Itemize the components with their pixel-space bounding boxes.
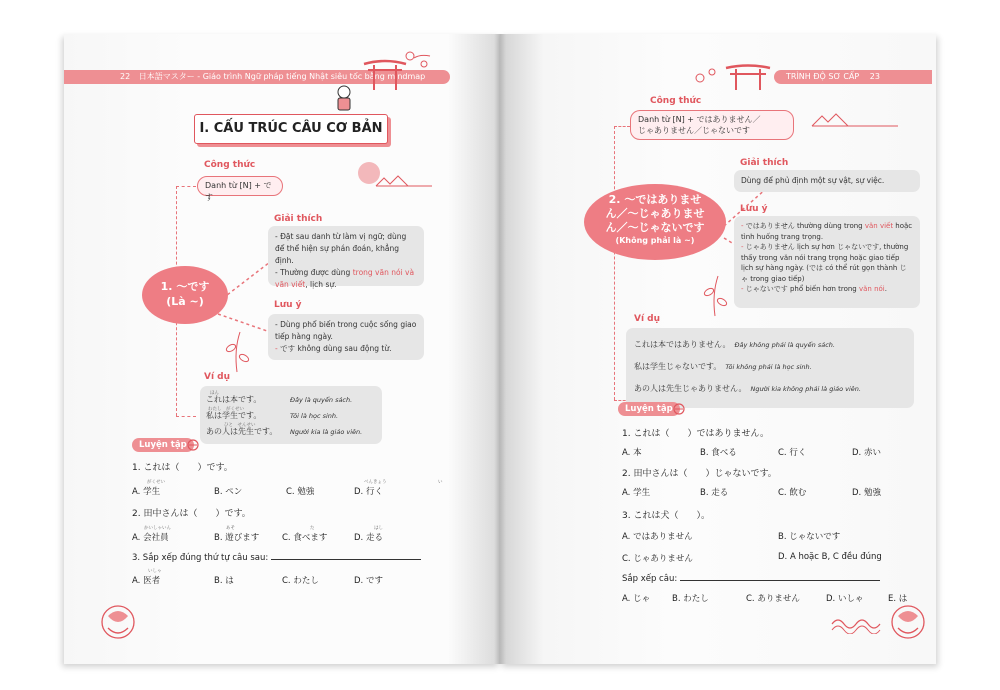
mindmap-connector — [176, 186, 196, 187]
mindmap-connector — [614, 126, 615, 400]
example-row — [634, 356, 906, 378]
q1-option-d[interactable]: D. 行く — [354, 487, 383, 497]
explanation-label: Giải thích — [740, 158, 789, 168]
torii-gate-icon — [722, 62, 774, 92]
note-item-1: Dùng phổ biến trong cuộc sống giao tiếp hàng ngày. — [275, 320, 417, 341]
practice-label: Luyện tập — [132, 438, 194, 452]
q4-prefix: Sắp xếp câu: — [622, 574, 680, 584]
mascot-icon — [332, 84, 356, 114]
q3-option-b[interactable]: B. じゃないです — [778, 532, 841, 542]
q1-option-d[interactable]: D. 赤い — [852, 448, 881, 458]
q4-option-b[interactable]: B. わたし — [672, 594, 709, 604]
practice-question-2: 2. 田中さんは（ ）じゃないです。 — [622, 469, 777, 479]
q3-option-a[interactable]: A. ではありません — [622, 532, 693, 542]
bubble-line-1: 1. ～です — [160, 280, 210, 293]
q4-option-c[interactable]: C. ありません — [746, 594, 800, 604]
explanation-box: Dùng để phủ định một sự vật, sự việc. — [734, 170, 920, 192]
example-jp: これは本です。 — [206, 395, 262, 404]
q2-option-d[interactable]: D. 勉強 — [852, 488, 881, 498]
formula-line-2: じゃありません／じゃないです — [638, 126, 750, 135]
explanation-item-2-post: , lịch sự. — [305, 280, 337, 289]
q1-option-a[interactable]: A. 学生 — [132, 487, 161, 497]
note-item: - です không dùng sau động từ. — [275, 344, 392, 353]
furigana: わたし がくせい — [208, 407, 244, 412]
examples-box — [626, 328, 914, 408]
furigana-2: あそ — [226, 526, 235, 531]
formula-box: Danh từ [N] + です — [197, 176, 283, 196]
explanation-item-1: Đặt sau danh từ làm vị ngữ; dùng để thể hiện sự phán đoán, khẳng định. — [275, 232, 407, 265]
section-title: I. CẤU TRÚC CÂU CƠ BẢN — [199, 121, 383, 136]
grammar-bubble-dewaarimasen — [584, 184, 726, 260]
examples-label: Ví dụ — [634, 314, 661, 324]
q1-option-b[interactable]: B. ペン — [214, 487, 243, 497]
note-item-1-pre: ではありません thường dùng trong — [745, 222, 865, 230]
q1-option-c[interactable]: C. 勉強 — [286, 487, 315, 497]
koi-fish-icon — [98, 602, 138, 642]
explanation-box — [268, 226, 424, 289]
example-vi: Đây không phải là quyển sách. — [734, 341, 835, 349]
q2-option-c[interactable]: C. 飲む — [778, 488, 807, 498]
example-row — [634, 378, 906, 400]
furigana: いしゃ — [148, 569, 162, 574]
note-item: - じゃありません lịch sự hơn じゃないです, thường thấy trong văn nói trang trọng hoặc giao tiếp lịch sự hàng ngày. (では có thể rút gọn thành じゃ trong giao tiếp) — [741, 243, 909, 283]
left-running-title: 日本語マスター - Giáo trình Ngữ pháp tiếng Nhật siêu tốc bằng mindmap — [138, 72, 426, 81]
q3-option-b[interactable]: B. は — [214, 576, 234, 586]
note-label: Lưu ý — [740, 204, 768, 214]
formula-box — [630, 110, 794, 140]
example-vi: Tôi không phải là học sinh. — [725, 363, 812, 371]
wave-decoration — [830, 614, 890, 634]
bubble-line-3: ん／～じゃないです — [605, 221, 705, 234]
furigana: ひと せんせい — [224, 423, 256, 428]
explanation-item-2-pre: Thường được dùng — [280, 268, 353, 277]
q2-option-b[interactable]: B. 遊びます — [214, 533, 260, 543]
answer-line[interactable] — [680, 580, 880, 581]
explanation-item: - Thường được dùng trong văn nói và văn viết, lịch sự. — [275, 268, 415, 289]
note-box — [734, 216, 920, 308]
practice-question-3: 3. これは犬（ ）。 — [622, 511, 710, 521]
q3-option-d[interactable]: D. です — [354, 576, 383, 586]
explanation-item: - Đặt sau danh từ làm vị ngữ; dùng để thể hiện sự phán đoán, khẳng định. — [275, 232, 407, 265]
answer-line[interactable] — [271, 559, 421, 560]
furigana: ほん — [210, 391, 219, 396]
note-item: - Dùng phổ biến trong cuộc sống giao tiếp hàng ngày. — [275, 320, 417, 341]
furigana-4: はし — [374, 526, 383, 531]
note-item-1-highlight: văn viết — [864, 222, 894, 230]
bubble-line-4: (Không phải là ~) — [615, 236, 695, 245]
section-title-box — [194, 114, 388, 144]
q4-option-a[interactable]: A. じゃ — [622, 594, 651, 604]
example-vi: Tôi là học sinh. — [290, 412, 339, 420]
q4-option-d[interactable]: D. いしゃ — [826, 594, 864, 604]
grammar-bubble-desu — [142, 266, 228, 324]
right-page-number: 23 — [869, 72, 880, 81]
q2-option-c[interactable]: C. 食べます — [282, 533, 328, 543]
note-label: Lưu ý — [274, 300, 302, 310]
koi-fish-icon — [888, 602, 928, 642]
q1-option-b[interactable]: B. 食べる — [700, 448, 737, 458]
example-jp: これは本ではありません。 — [634, 340, 727, 349]
formula-label: Công thức — [204, 160, 256, 170]
note-item: - じゃないです phổ biến hơn trong văn nói. — [741, 285, 887, 293]
furigana-2: べんきょう — [364, 480, 387, 485]
lantern-icon — [672, 402, 686, 416]
q2-option-a[interactable]: A. 学生 — [622, 488, 651, 498]
bubble-line-2: (Là ~) — [166, 295, 204, 308]
note-item-3-highlight: văn nói — [858, 285, 885, 293]
flower-icon — [400, 46, 440, 76]
right-header-band — [774, 70, 932, 84]
right-page — [500, 34, 936, 664]
note-box — [268, 314, 424, 360]
note-item-3-pre: じゃないです phổ biến hơn trong — [745, 285, 859, 293]
left-page — [64, 34, 500, 664]
q3-option-c[interactable]: C. わたし — [282, 576, 319, 586]
example-jp: あの人は先生です。 — [206, 427, 278, 436]
practice-question-2: 2. 田中さんは（ ）です。 — [132, 509, 251, 519]
formula-label: Công thức — [650, 96, 702, 106]
q2-option-d[interactable]: D. 走る — [354, 533, 383, 543]
practice-label: Luyện tập — [618, 402, 680, 416]
q3-option-d[interactable]: D. A hoặc B, C đều đúng — [778, 552, 882, 562]
example-vi: Đây là quyển sách. — [290, 396, 353, 404]
furigana-1: がくせい — [147, 480, 165, 485]
explanation-label: Giải thích — [274, 214, 323, 224]
practice-question-1: 1. これは（ ）ではありません。 — [622, 429, 769, 439]
book-spine — [494, 34, 506, 664]
furigana-1: かいしゃいん — [144, 526, 171, 531]
right-running-title: TRÌNH ĐỘ SƠ CẤP — [786, 72, 860, 81]
note-item-1-post: hoặc tình huống trang trọng. — [741, 222, 913, 241]
q1-option-c[interactable]: C. 行く — [778, 448, 807, 458]
q4-option-e[interactable]: E. は — [888, 594, 908, 604]
example-jp: 私は学生です。 — [206, 411, 262, 420]
example-vi: Người kia không phải là giáo viên. — [750, 385, 861, 393]
examples-label: Ví dụ — [204, 372, 231, 382]
bubble-line-1: 2. ～ではありませ — [608, 193, 702, 206]
practice-question-3 — [132, 553, 421, 563]
leaf-icon — [700, 274, 730, 318]
wave-icon — [810, 104, 900, 130]
q3-prefix: 3. Sắp xếp đúng thứ tự câu sau: — [132, 553, 271, 563]
lantern-icon — [186, 438, 200, 452]
flower-icon — [688, 66, 722, 92]
note-item-2: じゃありません lịch sự hơn じゃないです, thường thấy trong văn nói trang trọng hoặc giao tiếp lịch sự hàng ngày. (では có thể rút gọn thành じゃ trong giao tiếp) — [741, 243, 909, 283]
example-row — [634, 334, 906, 356]
wave-icon — [374, 170, 434, 190]
q2-option-b[interactable]: B. 走る — [700, 488, 729, 498]
explanation-item-2-highlight: trong văn nói và văn viết — [275, 268, 415, 289]
note-item: - ではありません thường dùng trong văn viết hoặc tình huống trang trọng. — [741, 222, 913, 241]
formula-line-1: Danh từ [N] + ではありません／ — [638, 115, 761, 124]
open-book — [64, 34, 936, 664]
note-item-3-post: . — [884, 285, 887, 293]
furigana-3: い — [438, 480, 443, 485]
furigana-3: た — [310, 526, 315, 531]
practice-question-4 — [622, 574, 880, 584]
q3-option-c[interactable]: C. じゃありません — [622, 554, 693, 564]
example-vi: Người kia là giáo viên. — [290, 428, 363, 436]
mindmap-connector — [614, 126, 630, 127]
practice-question-1: 1. これは（ ）です。 — [132, 463, 233, 473]
note-item-2: です không dùng sau động từ. — [280, 344, 392, 353]
q1-option-a[interactable]: A. 本 — [622, 448, 642, 458]
mindmap-connector — [176, 416, 196, 417]
q3-option-a[interactable]: A. 医者 — [132, 576, 161, 586]
q2-option-a[interactable]: A. 会社員 — [132, 533, 169, 543]
example-row — [206, 422, 376, 438]
example-jp: 私は学生じゃないです。 — [634, 362, 718, 371]
leaf-icon — [222, 330, 252, 374]
bubble-line-2: ん／～じゃありませ — [605, 207, 705, 220]
examples-box — [200, 386, 382, 444]
left-page-number: 22 — [120, 72, 131, 81]
example-jp: あの人は先生じゃありません。 — [634, 384, 743, 393]
